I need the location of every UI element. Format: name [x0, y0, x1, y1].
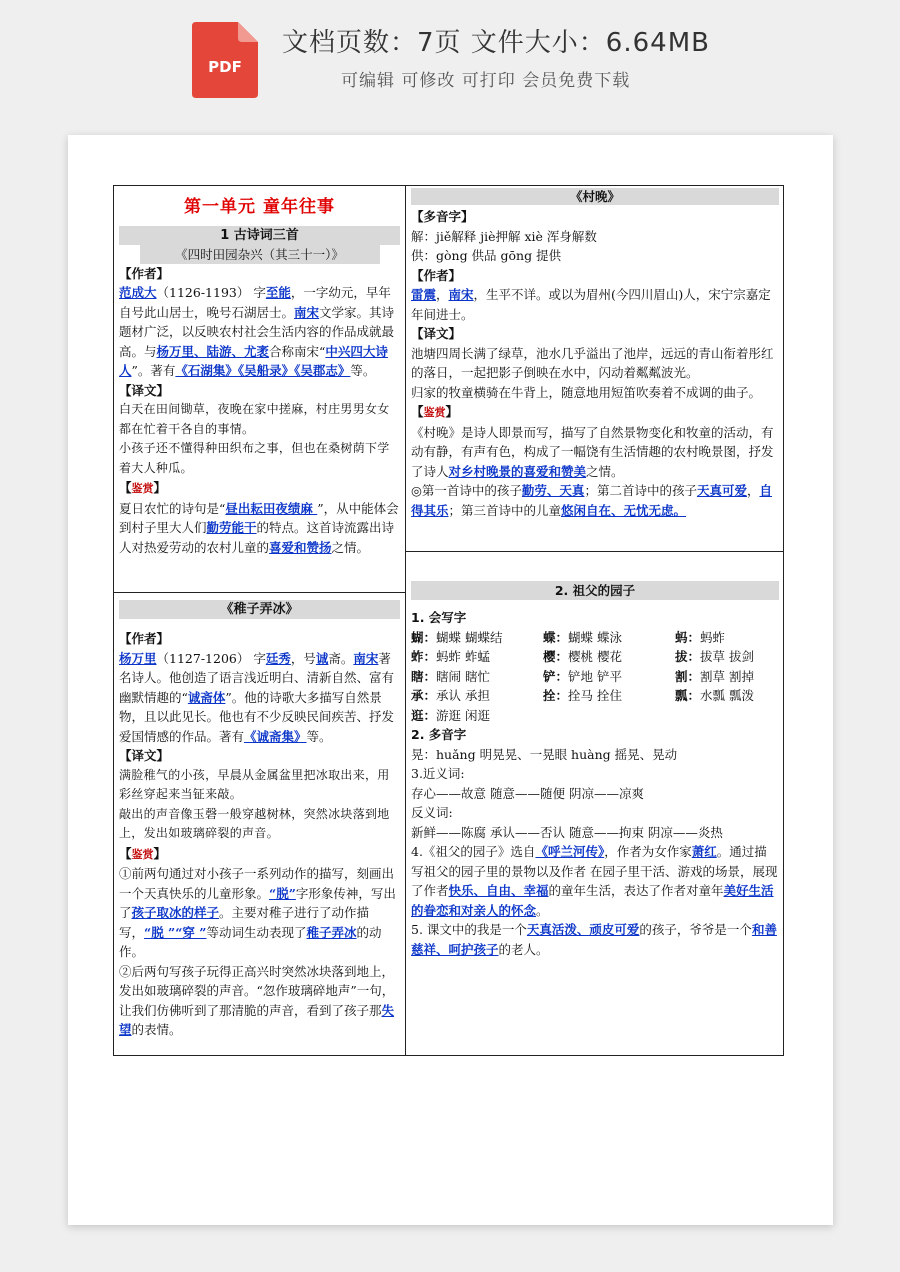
translation-heading: 【译文】 — [119, 382, 170, 398]
text-segment: 的特点。这首诗流露出诗人对热爱劳动的农村儿童的 — [119, 520, 395, 555]
pdf-label: PDF — [208, 58, 242, 76]
text-segment: ，作者为女作家 — [604, 844, 692, 859]
poem-3-title: 《村晚》 — [411, 188, 779, 205]
write-chars-heading: 1. 会写字 — [411, 610, 467, 625]
write-char: 拴： — [543, 688, 569, 703]
text-segment: （1126-1193） 字 — [156, 285, 266, 300]
poem-2-title: 《稚子弄冰》 — [119, 600, 400, 619]
write-char-entry — [543, 667, 675, 687]
text-segment: 4.《祖父的园子》选自 — [411, 844, 536, 859]
write-char-words: 铲地 铲平 — [568, 668, 622, 684]
text-segment: 之情。 — [331, 539, 370, 555]
keyword-highlight: 中兴四大诗人 — [119, 343, 388, 378]
keyword-highlight: 杨万里、陆游、尤袤 — [156, 343, 270, 359]
appreciation-label: 鉴赏 — [131, 482, 154, 495]
text-segment: ，一字幼元，早年自号此山居士，晚号石湖居士。 — [119, 285, 391, 320]
poem-1-appreciation — [119, 499, 400, 558]
write-char-entry — [543, 647, 675, 667]
write-char: 割： — [675, 668, 701, 684]
poem-3-translation-1: 池塘四周长满了绿草，池水几乎溢出了池岸，远远的青山衔着彤红的落日，一起把影子倒映在水中，闪动着粼粼波光。 — [411, 345, 774, 380]
text-segment: ◎第一首诗中的孩子 — [411, 483, 522, 498]
text-segment: ”。他的诗歌大多描写自然景物，且以此见长。他也有不少反映民间疾苦、抒发爱国情感的作品。著有 — [119, 689, 395, 744]
text-segment: 斋。 — [328, 650, 354, 666]
notes-table — [113, 185, 784, 1056]
write-char: 拔： — [675, 649, 701, 664]
write-char: 逛： — [411, 707, 437, 723]
appreciation-heading: 【鉴赏】 — [119, 845, 167, 861]
author-heading: 【作者】 — [119, 631, 170, 646]
download-banner — [0, 0, 900, 120]
write-char-entry — [675, 647, 775, 667]
write-char: 瞎： — [411, 668, 437, 684]
write-char: 蝴： — [411, 629, 437, 645]
translation-heading: 【译文】 — [411, 326, 462, 341]
synonyms: 存心——故意 随意——随便 阴凉——凉爽 — [411, 785, 644, 801]
text-segment: ， — [436, 287, 449, 302]
text-segment: 文学家。其诗题材广泛，以反映农村社会生活内容的作品成就最高。与 — [119, 304, 395, 359]
keyword-highlight: 《石湖集》《吴船录》《吴郡志》 — [175, 363, 351, 378]
write-char-entry — [675, 686, 775, 706]
keyword-highlight: 自得其乐 — [411, 483, 772, 518]
write-char-words: 拔草 拔剑 — [700, 649, 754, 664]
write-char-words: 水瓢 瓢泼 — [700, 688, 754, 703]
text-segment: 著名诗人。他创造了语言浅近明白、清新自然、富有幽默情趣的“ — [119, 650, 395, 705]
keyword-highlight: 悠闲自在、无忧无虑。 — [561, 502, 687, 518]
write-char-words: 游逛 闲逛 — [436, 707, 490, 723]
text-segment: 之情。 — [586, 463, 624, 479]
lesson-2-summary — [411, 842, 779, 920]
keyword-highlight: 杨万里 — [119, 650, 157, 666]
keyword-highlight: 天真活泼、顽皮可爱 — [526, 922, 640, 937]
keyword-highlight: 《呼兰河传》 — [535, 844, 605, 859]
poem-1-author — [119, 283, 400, 381]
write-char-entry — [675, 667, 775, 687]
poem-2-appreciation-2 — [119, 962, 400, 1040]
text-segment: ；第三首诗中的儿童 — [448, 502, 562, 518]
write-chars-row — [411, 686, 779, 706]
write-char-entry — [411, 706, 543, 726]
write-char-words: 樱桃 樱花 — [568, 649, 622, 664]
text-segment: 。主要对稚子进行了动作描写， — [119, 905, 370, 940]
polyphone-gong: 供：gòng 供品 gōng 提供 — [411, 248, 562, 263]
text-segment: ， — [746, 483, 760, 498]
lesson-2-title: 2. 祖父的园子 — [411, 581, 779, 600]
keyword-highlight: 和善慈祥、呵护孩子 — [411, 922, 777, 957]
keyword-highlight: 南宋 — [448, 287, 474, 302]
keyword-highlight: 勤劳能干 — [206, 520, 257, 535]
lesson-2-characters — [411, 920, 779, 959]
keyword-highlight: 勤劳、天真 — [521, 483, 585, 498]
write-char-entry — [543, 686, 675, 706]
keyword-highlight: “脱” — [269, 885, 296, 901]
write-char-words: 承认 承担 — [436, 688, 490, 703]
keyword-highlight: 昼出耘田夜绩麻 — [225, 500, 318, 516]
antonym-heading: 反义词: — [411, 805, 453, 820]
poem-2-appreciation-1 — [119, 864, 400, 962]
write-char-entry — [675, 628, 775, 648]
write-char-words: 蝴蝶 蝴蝶结 — [436, 629, 503, 645]
write-char-entry — [543, 628, 675, 648]
text-segment: 《村晚》是诗人即景而写，描写了自然景物变化和牧童的活动，有动有静，有声有色，构成了一幅饶有生活情趣的农村晚景图，抒发了诗人 — [411, 424, 774, 479]
write-char: 樱： — [543, 649, 569, 664]
keyword-highlight: 喜爱和赞扬 — [269, 539, 332, 555]
cell-poem-2 — [119, 600, 400, 1040]
keyword-highlight: 诚斋体 — [187, 689, 226, 705]
cell-poem-3 — [411, 188, 779, 520]
text-segment: ①前两句通过对小孩子一系列动作的描写，刻画出一个天真快乐的儿童形象。 — [119, 866, 395, 901]
antonyms: 新鲜——陈腐 承认——否认 随意——拘束 阴凉——炎热 — [411, 824, 723, 840]
text-segment: 5. 课文中的我是一个 — [411, 922, 527, 937]
text-segment: 的童年生活，表达了作者对童年 — [548, 883, 724, 898]
text-segment: ”，从中能体会到村子里大人们 — [119, 500, 399, 535]
text-segment: ，生平不详。或以为眉州(今四川眉山)人，宋宁宗嘉定年间进士。 — [411, 287, 771, 322]
poem-2-translation-2: 敲出的声音像玉磬一般穿越树林，突然冰块落到地上，发出如玻璃碎裂的声音。 — [119, 806, 390, 840]
write-char-words: 蚂蚱 — [700, 629, 726, 645]
text-segment: ②后两句写孩子玩得正高兴时突然冰块落到地上，发出如玻璃碎裂的声音。“忽作玻璃碎地声”一句，让我们仿佛听到了那清脆的声音，看到了孩子那 — [119, 963, 395, 1018]
write-chars-row — [411, 667, 779, 687]
cell-lesson-2 — [411, 581, 779, 959]
keyword-highlight: 至能 — [265, 285, 291, 300]
keyword-highlight: 《诚斋集》 — [244, 728, 307, 744]
write-char-words: 瞎闹 瞎忙 — [436, 668, 490, 684]
polyphone-huang: 晃：huǎng 明晃晃、一晃眼 huàng 摇晃、晃动 — [411, 746, 678, 762]
keyword-highlight: 快乐、自由、幸福 — [448, 883, 549, 898]
text-segment: 。 — [536, 902, 549, 918]
text-segment: ，号 — [290, 650, 316, 666]
write-char-entry — [411, 647, 543, 667]
poem-3-appreciation — [411, 423, 779, 482]
write-char-entry — [411, 628, 543, 648]
write-char: 瓢： — [675, 688, 701, 703]
poem-2-author — [119, 649, 400, 747]
keyword-highlight: 孩子取冰的样子 — [131, 905, 220, 920]
cell-poem-1 — [119, 192, 400, 557]
text-segment: ；第二首诗中的孩子 — [584, 483, 697, 498]
synonym-heading: 3.近义词: — [411, 766, 465, 781]
keyword-highlight: “脱 ”“穿 ” — [144, 924, 207, 940]
write-char-words: 蚂蚱 蚱蜢 — [436, 649, 490, 664]
keyword-highlight: 天真可爱 — [696, 483, 747, 498]
poem-3-author — [411, 285, 779, 324]
appreciation-label: 鉴赏 — [423, 406, 446, 419]
write-char-words: 拴马 拴住 — [568, 688, 622, 703]
unit-title: 第一单元 童年往事 — [184, 197, 335, 217]
write-char-words: 蝴蝶 蝶泳 — [568, 629, 622, 645]
keyword-highlight: 南宋 — [353, 650, 379, 666]
polyphone-heading: 2. 多音字 — [411, 727, 467, 742]
row-divider-right — [405, 551, 783, 552]
write-chars-row — [411, 628, 779, 648]
poem-1-title: 《四时田园杂兴（其三十一）》 — [140, 245, 380, 264]
polyphone-jie: 解：jiě解释 jiè押解 xiè 浑身解数 — [411, 228, 597, 244]
write-chars-row — [411, 706, 779, 726]
document-info: 文档页数：7页 文件大小：6.64MB — [282, 28, 710, 58]
lesson-1-title: 1 古诗词三首 — [119, 226, 400, 245]
keyword-highlight: 萧红 — [691, 844, 717, 859]
text-segment: 。通过描写祖父的园子里的景物以及作者 在园子里干活、游戏的场景，展现了作者 — [411, 844, 778, 898]
author-heading: 【作者】 — [411, 267, 462, 283]
keyword-highlight: 稚子弄冰 — [306, 924, 357, 940]
text-segment: 夏日农忙的诗句是“ — [119, 500, 226, 516]
text-segment: 字形象传神，写出了 — [119, 885, 396, 920]
write-char-words: 割草 割掉 — [700, 668, 754, 684]
pdf-file-icon — [190, 20, 260, 100]
write-char: 承： — [411, 688, 437, 703]
poems-summary — [411, 481, 779, 520]
author-heading: 【作者】 — [119, 265, 170, 281]
appreciation-heading: 【鉴赏】 — [411, 404, 459, 419]
poem-1-translation-2: 小孩子还不懂得种田织布之事，但也在桑树荫下学着大人种瓜。 — [119, 441, 390, 475]
text-segment: 的老人。 — [498, 941, 549, 957]
write-char-entry — [411, 667, 543, 687]
text-segment: 的表情。 — [131, 1022, 182, 1037]
text-segment: 的动作。 — [119, 924, 382, 959]
column-divider — [405, 186, 406, 1055]
text-segment: 等动词生动表现了 — [206, 924, 307, 940]
keyword-highlight: 诚 — [315, 650, 329, 666]
write-char-entry — [411, 686, 543, 706]
text-segment: 等。 — [350, 363, 376, 378]
text-segment: ”。著有 — [131, 363, 176, 378]
write-char: 蝶： — [543, 629, 569, 645]
keyword-highlight: 南宋 — [294, 304, 320, 320]
keyword-highlight: 美好生活的眷恋和对亲人的怀念 — [411, 883, 774, 918]
text-segment: 合称南宋“ — [269, 343, 326, 359]
row-divider-left — [114, 592, 405, 593]
keyword-highlight: 范成大 — [119, 285, 157, 300]
text-segment: 等。 — [306, 728, 332, 744]
translation-heading: 【译文】 — [119, 748, 170, 763]
poem-1-translation-1: 白天在田间锄草，夜晚在家中搓麻，村庄男男女女都在忙着干各自的事情。 — [119, 402, 390, 436]
write-chars-row — [411, 647, 779, 667]
write-chars-list — [411, 628, 779, 726]
text-segment: （1127-1206） 字 — [156, 650, 266, 666]
document-features: 可编辑 可修改 可打印 会员免费下载 — [341, 71, 631, 91]
poem-3-translation-2: 归家的牧童横骑在牛背上，随意地用短笛吹奏着不成调的曲子。 — [411, 384, 762, 400]
keyword-highlight: 廷秀 — [265, 650, 291, 666]
text-segment: 的孩子，爷爷是一个 — [639, 922, 752, 937]
write-char: 铲： — [543, 668, 569, 684]
write-char: 蚱： — [411, 649, 437, 664]
keyword-highlight: 对乡村晚景的喜爱和赞美 — [448, 463, 587, 479]
write-char: 蚂： — [675, 629, 701, 645]
keyword-highlight: 失望 — [119, 1002, 395, 1037]
appreciation-heading: 【鉴赏】 — [119, 480, 167, 495]
polyphone-heading: 【多音字】 — [411, 209, 474, 224]
document-page — [68, 135, 833, 1225]
appreciation-label: 鉴赏 — [131, 847, 154, 861]
keyword-highlight: 雷震 — [411, 287, 437, 302]
poem-2-translation-1: 满脸稚气的小孩，早晨从金属盆里把冰取出来，用彩丝穿起来当钲来敲。 — [119, 767, 390, 801]
